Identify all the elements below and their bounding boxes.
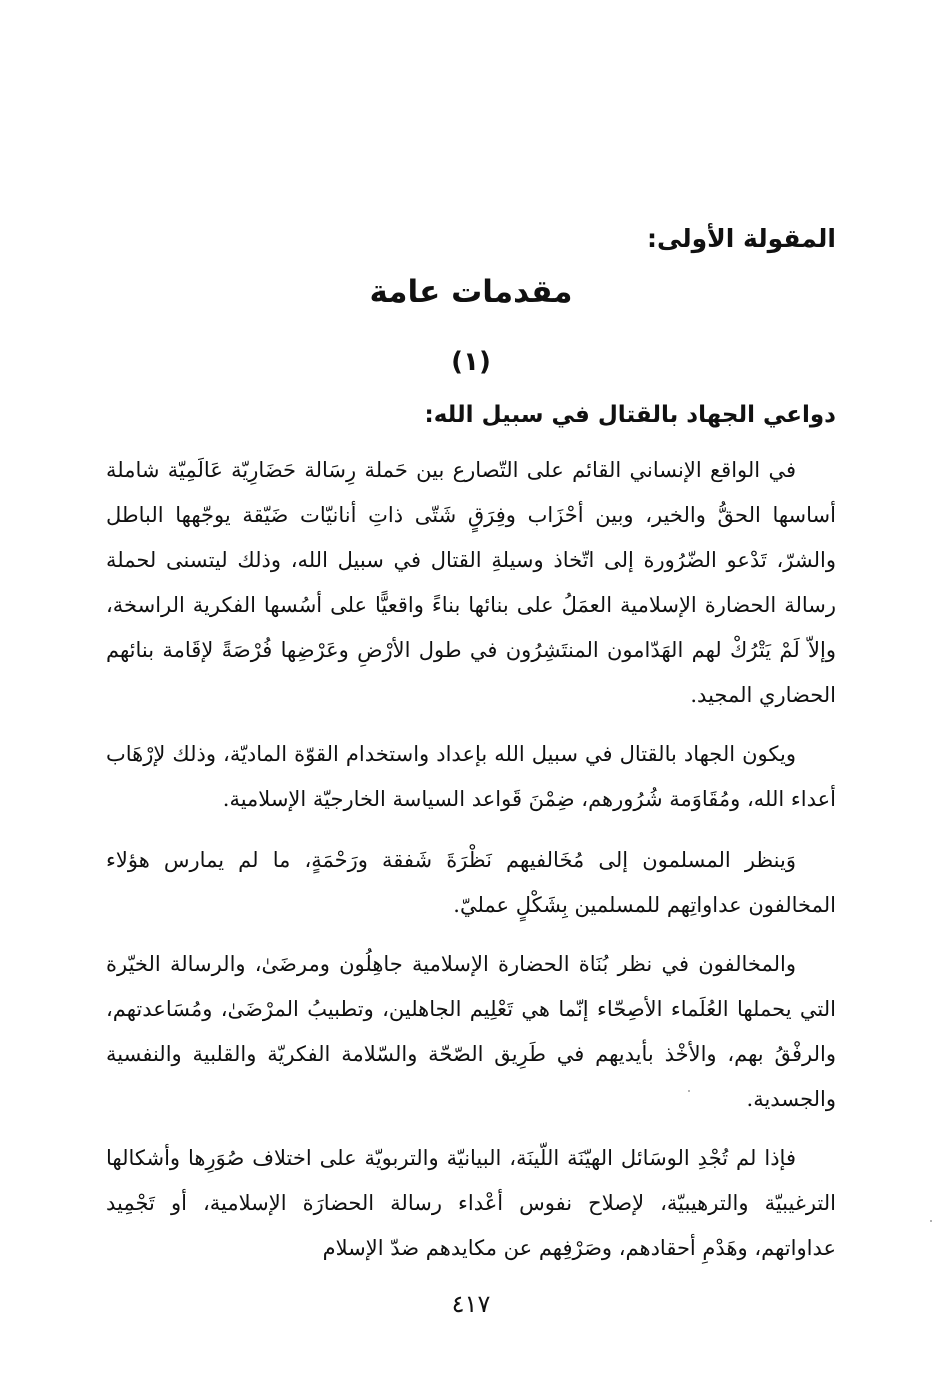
paragraph: في الواقع الإنساني القائم على التّصارع بين حَملة رِسَالة حَضَارِيّة عَالَمِيّة شاملة أساسها الحقُّ والخير، وبين أحْزَاب وفِرَقٍ شَتّى ذاتِ أنانيّات ضَيّقة يوجّهها الباطل والشرّ، تَدْعو الضّرُورة إلى اتّخاذ وسيلةِ القتال في سبيل الله، وذلك ليتسنى لحملة رسالة الحضارة الإسلامية العمَلُ على بنائها بناءً واقعيًّا على أسُسها الفكرية الراسخة، وإلاّ لَمْ يَتْرُكْ لهم الهَدّامون المنتَشِرُون في طول الأرْضِ وعَرْضِها فُرْصَةً لإقَامة بنائهم الحضاري المجيد.	[106, 458, 836, 707]
page-number: ٤١٧	[451, 1290, 491, 1318]
subheading: دواعي الجهاد بالقتال في سبيل الله:	[424, 402, 836, 428]
chapter-number: (١)	[451, 347, 491, 377]
paragraph: والمخالفون في نظر بُنَاة الحضارة الإسلامية جاهِلُون ومرضَىٰ، والرسالة الخيّرة التي يحملها العُلَماء الأصِحّاء إنّما هي تَعْلِيم الجاهلين، وتطبيبُ المرْضَىٰ، ومُسَاعدتهم، والرفْقُ بهم، والأخْذ بأيديهم في طَرِيق الصّحّة والسّلامة الفكريّة والقلبية والنفسية والجسدية.	[106, 952, 836, 1111]
paragraph: وَينظر المسلمون إلى مُخَالفيهم نَظْرَةَ شَفقة ورَحْمَةٍ، ما لم يمارس هؤلاء المخالفون عداواتِهم للمسلمين بِشَكْلٍ عمليّ.	[106, 848, 836, 917]
paragraph: ويكون الجهاد بالقتال في سبيل الله بإعداد واستخدام القوّة الماديّة، وذلك لإرْهَاب أعداء الله، ومُقَاوَمة شُرُورهم، ضِمْنَ قَواعد السياسة الخارجيّة الإسلامية.	[106, 742, 836, 811]
body-text	[106, 448, 836, 1285]
scan-speck	[930, 1220, 932, 1222]
scan-speck	[688, 1090, 690, 1092]
paragraph: فإذا لم تُجْدِ الوسَائل الهيّنَة اللّينَة، البيانيّة والتربويّة على اختلاف صُوَرِها وأشكالها الترغيبيّة والترهيبيّة، لإصلاح نفوس أعْداء رسالة الحضارَة الإسلامية، أو تَجْمِيد عداواتهم، وهَدْمِ أحقادهم، وصَرْفِهم عن مكايدهم ضدّ الإسلام	[106, 1146, 836, 1260]
section-label: المقولة الأولى:	[646, 224, 836, 253]
chapter-title: مقدمات عامة	[369, 274, 573, 310]
